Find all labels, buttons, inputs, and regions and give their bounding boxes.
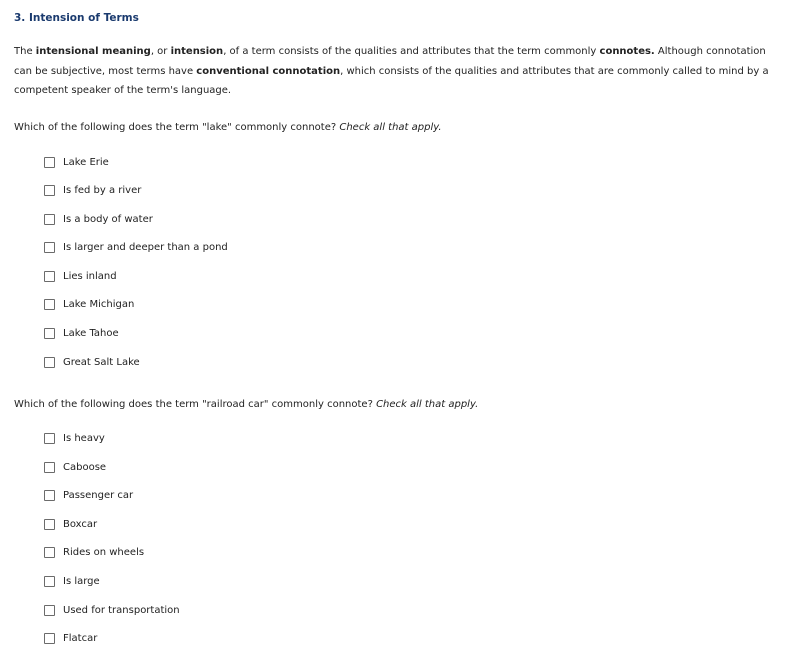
checkbox[interactable] [44, 185, 55, 196]
checkbox[interactable] [44, 547, 55, 558]
question-lake [14, 122, 442, 133]
intro-text: Although connotation can be subjective, most terms have [14, 46, 766, 77]
checkbox[interactable] [44, 490, 55, 501]
checkbox[interactable] [44, 357, 55, 368]
option-lake-tahoe[interactable] [44, 326, 119, 340]
option-label: Caboose [63, 461, 107, 473]
intro-text: The [14, 46, 36, 57]
intro-bold-term: intensional meaning [35, 46, 151, 57]
option-body-of-water[interactable] [44, 212, 153, 226]
checkbox[interactable] [44, 271, 55, 282]
intro-paragraph [14, 42, 774, 101]
option-is-large[interactable] [44, 574, 100, 588]
question-prompt: Which of the following does the term "railroad car" commonly connote? [14, 399, 377, 410]
intro-bold-term: intension [170, 46, 224, 57]
section-title: 3. Intension of Terms [14, 12, 139, 24]
intro-text: , of a term consists of the qualities and attributes that the term commonly [223, 46, 600, 57]
option-fed-by-river[interactable] [44, 183, 141, 197]
option-label: Passenger car [63, 489, 134, 501]
checkbox[interactable] [44, 214, 55, 225]
checkbox[interactable] [44, 433, 55, 444]
option-great-salt-lake[interactable] [44, 355, 140, 369]
intro-bold-term: conventional connotation [196, 65, 341, 77]
option-label: Lake Erie [63, 156, 109, 168]
option-rides-on-wheels[interactable] [44, 545, 144, 559]
option-label: Is fed by a river [63, 184, 142, 196]
checkbox[interactable] [44, 328, 55, 339]
option-label: Lies inland [63, 270, 117, 282]
question-railroad-car [14, 399, 478, 410]
question-instruction: Check all that apply. [376, 399, 479, 410]
option-is-heavy[interactable] [44, 431, 105, 445]
checkbox[interactable] [44, 462, 55, 473]
option-passenger-car[interactable] [44, 488, 133, 502]
question-prompt: Which of the following does the term "lake" commonly connote? [14, 122, 340, 133]
checkbox[interactable] [44, 242, 55, 253]
option-label: Boxcar [63, 518, 98, 530]
checkbox[interactable] [44, 576, 55, 587]
checkbox[interactable] [44, 605, 55, 616]
option-larger-than-pond[interactable] [44, 240, 228, 254]
option-label: Great Salt Lake [63, 356, 140, 368]
option-label: Is larger and deeper than a pond [63, 241, 228, 253]
option-lake-erie[interactable] [44, 155, 109, 169]
option-label: Lake Tahoe [63, 327, 119, 339]
option-lake-michigan[interactable] [44, 297, 134, 311]
option-label: Lake Michigan [63, 298, 135, 310]
checkbox[interactable] [44, 519, 55, 530]
question-instruction: Check all that apply. [339, 122, 442, 133]
option-label: Is heavy [63, 432, 105, 444]
option-label: Rides on wheels [63, 546, 145, 558]
intro-text: , or [150, 46, 171, 57]
checkbox[interactable] [44, 157, 55, 168]
checkbox[interactable] [44, 633, 55, 644]
intro-text: , which consists of the qualities and attributes that are commonly called to mind by a competent speaker of the term's language. [14, 65, 769, 96]
option-lies-inland[interactable] [44, 269, 117, 283]
option-label: Flatcar [63, 632, 98, 644]
option-label: Is a body of water [63, 213, 153, 225]
option-flatcar[interactable] [44, 631, 97, 645]
option-label: Is large [63, 575, 100, 587]
checkbox[interactable] [44, 299, 55, 310]
option-caboose[interactable] [44, 460, 106, 474]
intro-bold-term: connotes. [599, 46, 655, 57]
option-label: Used for transportation [63, 604, 180, 616]
option-used-for-transportation[interactable] [44, 603, 180, 617]
option-boxcar[interactable] [44, 517, 97, 531]
